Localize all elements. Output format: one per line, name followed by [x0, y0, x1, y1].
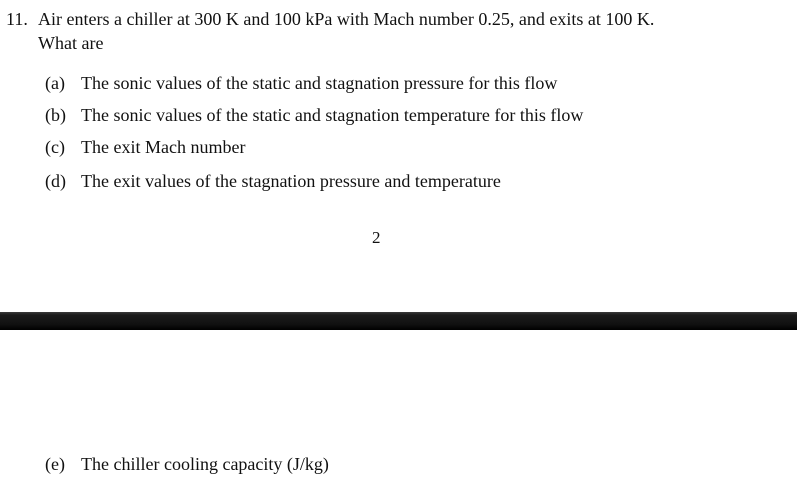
part-d-label: (d)	[45, 171, 66, 191]
page-number: 2	[372, 228, 381, 247]
part-b-text: The sonic values of the static and stagnation temperature for this flow	[81, 105, 584, 125]
part-e-label: (e)	[45, 454, 65, 474]
part-a-label: (a)	[45, 73, 65, 93]
part-b-label: (b)	[45, 105, 66, 125]
part-d	[45, 170, 501, 192]
question-text-line-1: Air enters a chiller at 300 K and 100 kPa with Mach number 0.25, and exits at 100 K.	[38, 9, 655, 29]
part-b	[45, 104, 583, 126]
part-e-text: The chiller cooling capacity (J/kg)	[81, 454, 329, 474]
part-c-label: (c)	[45, 137, 65, 157]
part-a	[45, 72, 557, 94]
question-number: 11.	[6, 9, 28, 29]
page-break-divider	[0, 312, 797, 330]
question-text-line-2: What are	[38, 33, 104, 53]
part-a-text: The sonic values of the static and stagnation pressure for this flow	[81, 73, 558, 93]
part-d-text: The exit values of the stagnation pressure and temperature	[81, 171, 501, 191]
part-e	[45, 453, 329, 475]
part-c-text: The exit Mach number	[81, 137, 246, 157]
part-c	[45, 136, 245, 158]
